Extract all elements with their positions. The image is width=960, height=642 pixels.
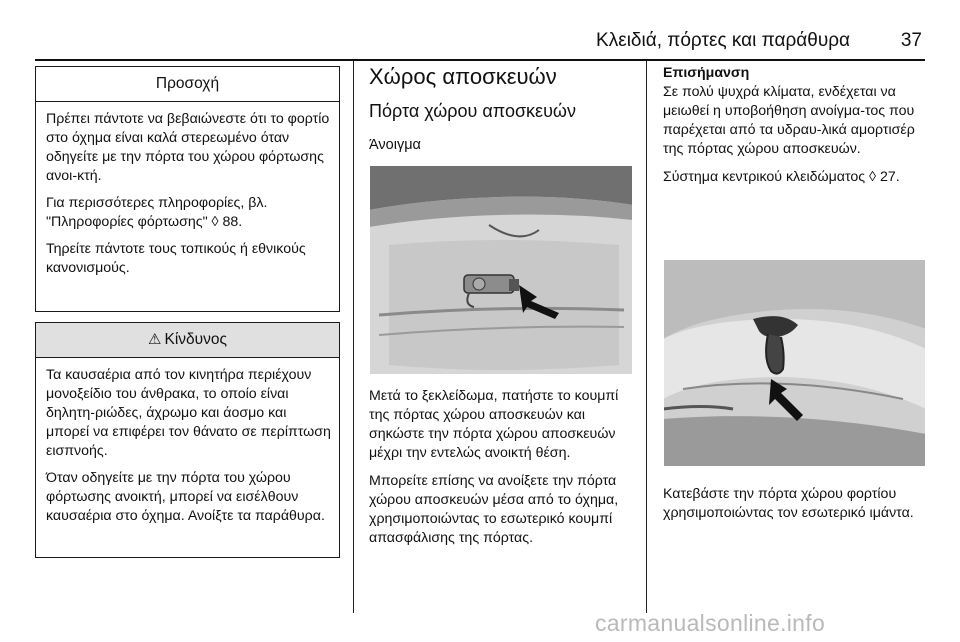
caution-paragraph: Για περισσότερες πληροφορίες, βλ. "Πληροφορίες φόρτωσης" ◊ 88. (46, 195, 268, 230)
danger-box-title: Κίνδυνος (164, 331, 227, 348)
note-block (663, 64, 928, 187)
caution-paragraph: Τηρείτε πάντοτε τους τοπικούς ή εθνικούς κανονισμούς. (46, 241, 306, 276)
closing-paragraph: Κατεβάστε την πόρτα χώρου φορτίου χρησιμοποιώντας τον εσωτερικό ιμάντα. (663, 486, 914, 521)
tailgate-button-illustration-icon (369, 165, 633, 375)
running-header-title: Κλειδιά, πόρτες και παράθυρα (596, 30, 850, 51)
subsection-title: Πόρτα χώρου αποσκευών (369, 101, 576, 121)
closing-text (663, 485, 931, 523)
middle-body-text (369, 387, 639, 548)
opening-paragraph: Μετά το ξεκλείδωμα, πατήστε το κουμπί της πόρτας χώρου αποσκευών και σηκώστε την πόρτα χώρου αποσκευών μέχρι την εντελώς ανοικτή θέση. (369, 388, 619, 461)
column-divider-left (353, 61, 354, 613)
danger-paragraph: Όταν οδηγείτε με την πόρτα του χώρου φόρτωσης ανοικτή, μπορεί να εισέλθουν καυσαέρια στο όχημα. Ανοίξτε τα παράθυρα. (46, 470, 325, 524)
trunk-opening-illustration (369, 165, 633, 375)
opening-paragraph: Μπορείτε επίσης να ανοίξετε την πόρτα χώρου αποσκευών μέσα από το όχημα, χρησιμοποιώντας το εσωτερικό κουμπί απασφάλισης της πόρτας. (369, 473, 619, 546)
caution-box-title: Προσοχή (36, 67, 339, 102)
danger-box (35, 322, 340, 558)
header-rule (35, 59, 925, 61)
opening-heading: Άνοιγμα (369, 137, 421, 153)
warning-triangle-icon: ⚠ (148, 331, 162, 348)
note-title: Επισήμανση (663, 65, 750, 81)
danger-box-body (36, 358, 339, 526)
note-text: Σε πολύ ψυχρά κλίματα, ενδέχεται να μειωθεί η υποβοήθηση ανοίγμα-τος που παρέχεται από τα υδραυ-λικά αμορτισέρ της πόρτας χώρου αποσκευών. (663, 84, 915, 157)
danger-box-header (36, 323, 339, 358)
page-number: 37 (900, 30, 922, 51)
danger-paragraph: Τα καυσαέρια από τον κινητήρα περιέχουν μονοξείδιο του άνθρακα, το οποίο είναι δηλητη-ριώδες, άχρωμο και άοσμο και μπορεί να επιφέρει τον θάνατο σε περίπτωση εισπνοής. (46, 367, 331, 459)
reference-text: Σύστημα κεντρικού κλειδώματος ◊ 27. (663, 169, 900, 185)
caution-box-body (36, 102, 339, 278)
watermark: carmanualsonline.info (595, 610, 826, 636)
caution-box (35, 66, 340, 312)
section-title: Χώρος αποσκευών (369, 64, 557, 89)
column-divider-right (646, 61, 647, 613)
tailgate-strap-illustration-icon (663, 259, 926, 467)
caution-paragraph: Πρέπει πάντοτε να βεβαιώνεστε ότι το φορτίο στο όχημα είναι καλά στερεωμένο όταν οδηγείτε με την πόρτα του χώρου φόρτωσης ανοι-κτή. (46, 111, 330, 184)
trunk-closing-illustration (663, 259, 926, 467)
